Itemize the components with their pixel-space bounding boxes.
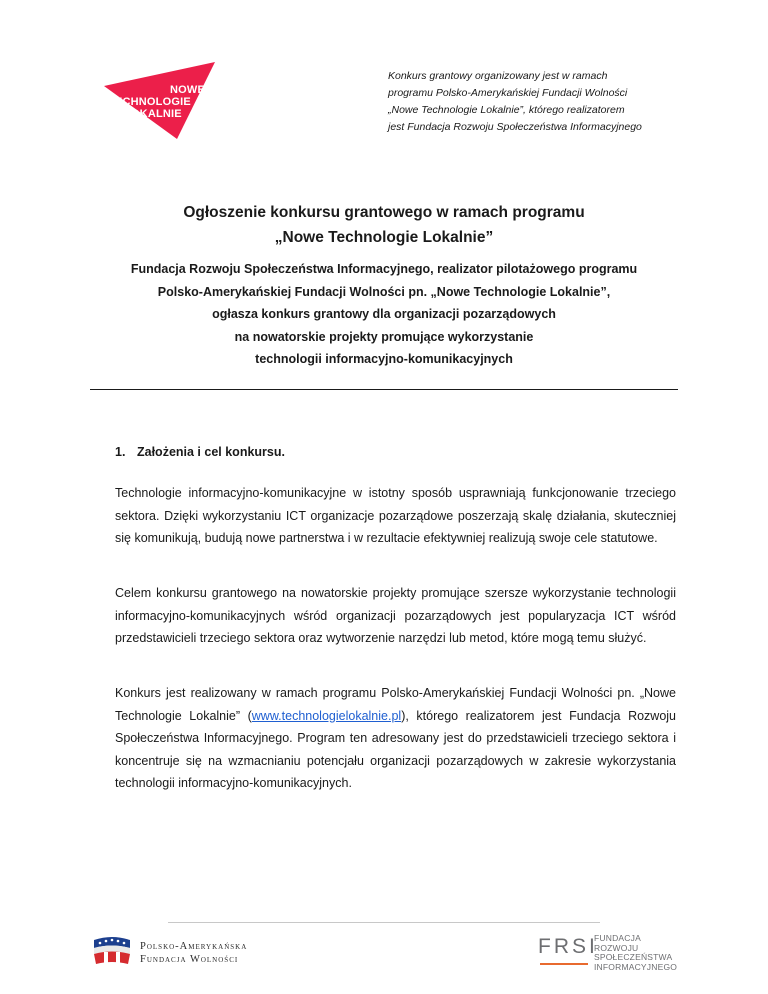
frsi-name-line: ROZWOJU [594, 942, 639, 953]
page-title-line1: Ogłoszenie konkursu grantowego w ramach programu [183, 204, 585, 221]
section-number: 1. [115, 445, 126, 459]
frsi-abbreviation: FRSI [538, 935, 598, 958]
logo-text-line1: NOWE [170, 84, 206, 96]
pafw-name-line: Polsko-Amerykańska [140, 941, 248, 952]
paragraph-3-text: Konkurs jest realizowany w ramach programu Polsko-Amerykańskiej Fundacji Wolności pn. „Nowe Technologie Lokalnie” ( [115, 686, 676, 723]
intro-line: Fundacja Rozwoju Społeczeństwa Informacyjnego, realizator pilotażowego programu [130, 262, 638, 276]
intro-line: Polsko-Amerykańskiej Fundacji Wolności pn. „Nowe Technologie Lokalnie”, [157, 284, 611, 299]
footer-divider [168, 922, 600, 923]
header-note-line: jest Fundacja Rozwoju Społeczeństwa Informacyjnego [388, 121, 642, 133]
frsi-name [594, 934, 677, 972]
frsi-name-line: FUNDACJA [594, 933, 641, 943]
section-title: Założenia i cel konkursu. [137, 445, 285, 459]
paragraph-3-text: ), którego realizatorem jest Fundacja Rozwoju Społeczeństwa Informacyjnego. Program ten adresowany jest do przedstawicieli trzeciego sektora i koncentruje się na wzmacnianiu potencjału organizacji pozarządowych w zakresie wykorzystania technologii informacyjno-komunikacyjnych. [115, 708, 677, 790]
intro-line: na nowatorskie projekty promujące wykorzystanie [234, 329, 534, 344]
logo-text-line3: LOKALNIE [124, 108, 182, 120]
section-heading [115, 441, 285, 463]
header-note-line: Konkurs grantowy organizowany jest w ramach [388, 70, 608, 82]
page-title-line2: „Nowe Technologie Lokalnie” [274, 229, 494, 246]
program-website-link[interactable]: www.technologielokalnie.pl [251, 708, 402, 723]
pafw-flag-icon [92, 934, 132, 968]
pafw-logo [92, 934, 132, 968]
paragraph-3 [115, 682, 676, 795]
pafw-name [140, 940, 247, 966]
header-note [388, 68, 671, 136]
intro-line: technologii informacyjno-komunikacyjnych [255, 352, 513, 366]
logo-text-line2: TECHNOLOGIE [108, 96, 191, 108]
frsi-accent-line [540, 963, 588, 965]
divider [90, 389, 678, 390]
paragraph-2: Celem konkursu grantowego na nowatorskie projekty promujące szersze wykorzystanie technologii informacyjno-komunikacyjnych wśród organizacji pozarządowych jest popularyzacja ICT wśród przedstawicieli trzeciego sektora oraz wytworzenie narzędzi lub metod, które mogą temu służyć. [115, 586, 676, 645]
ntl-logo [104, 62, 216, 140]
pafw-name-line: Fundacja Wolności [140, 954, 239, 965]
intro-block [92, 258, 676, 371]
header-note-line: programu Polsko-Amerykańskiej Fundacji Wolności [388, 87, 628, 99]
frsi-name-line: INFORMACYJNEGO [594, 961, 678, 972]
frsi-name-line: SPOŁECZEŃSTWA [594, 952, 673, 962]
paragraph-1: Technologie informacyjno-komunikacyjne w istotny sposób usprawniają funkcjonowanie trzeciego sektora. Dzięki wykorzystaniu ICT organizacje pozarządowe poszerzają skalę działania, skuteczniej się komunikują, budują nowe partnerstwa i w rezultacie efektywniej realizują swoje cele statutowe. [115, 486, 676, 545]
intro-line: ogłasza konkurs grantowy dla organizacji pozarządowych [212, 307, 556, 321]
header-note-line: „Nowe Technologie Lokalnie”, którego realizatorem [388, 104, 625, 116]
